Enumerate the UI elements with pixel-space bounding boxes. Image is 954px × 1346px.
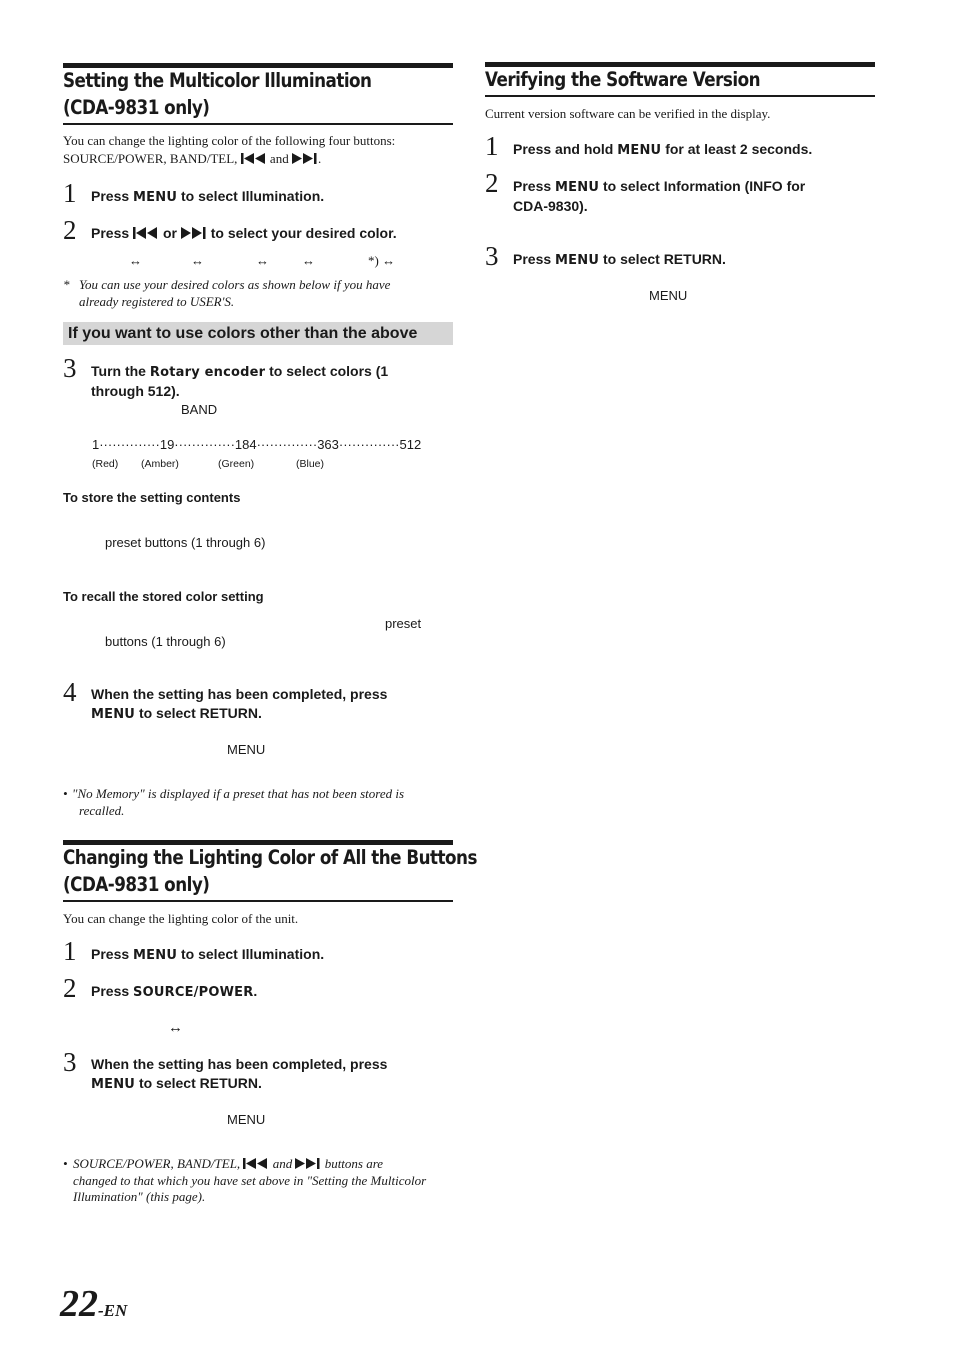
color-scale: 1··············19··············184··············363··············512 — [92, 437, 422, 452]
step-number: 2 — [485, 168, 499, 198]
step-number: 4 — [63, 677, 77, 707]
section-title-multicolor: Setting the Multicolor Illumination — [63, 69, 372, 92]
band-label: BAND — [181, 402, 218, 417]
step-4-text: When the setting has been completed, press MENU to select RETURN. — [91, 686, 388, 722]
rotary-encoder-keyword: Rotary encoder — [149, 365, 266, 380]
intro-text: You can change the lighting color of the following four buttons: SOURCE/POWER, BAND/TEL, and . — [63, 133, 396, 166]
section-rule-bottom — [485, 95, 875, 97]
step-2-text: Press SOURCE/POWER. — [91, 983, 258, 1000]
subheading-text: If you want to use colors other than the above — [68, 325, 418, 342]
step-number: 3 — [485, 241, 499, 271]
intro-text: You can change the lighting color of the unit. — [63, 911, 299, 926]
arrow: ↔ — [168, 1020, 183, 1036]
arrow: ↔ — [256, 253, 269, 268]
recall-heading: To recall the stored color setting — [63, 589, 264, 604]
section-rule-bottom — [63, 123, 453, 125]
buttons-note: SOURCE/POWER, BAND/TEL, and buttons are changed to that which you have set above in "Setting the Multicolor Illumination" (this page). — [73, 1156, 427, 1204]
bullet: • — [63, 1156, 68, 1171]
menu-keyword: MENU — [133, 948, 178, 963]
step-2-text: Press or to select your desired color. — [91, 225, 397, 241]
no-memory-note: "No Memory" is displayed if a preset that has not been stored is recalled. — [72, 786, 405, 818]
menu-label: MENU — [649, 288, 688, 303]
step-number: 3 — [63, 353, 77, 383]
menu-keyword: MENU — [91, 707, 136, 722]
step-1-text: Press MENU to select Illumination. — [91, 188, 325, 205]
bullet: • — [63, 786, 68, 801]
section-title-software: Verifying the Software Version — [485, 68, 760, 91]
scale-label-blue: (Blue) — [296, 458, 325, 470]
section-title-multicolor-sub: (CDA-9831 only) — [63, 96, 210, 119]
step-number: 3 — [63, 1047, 77, 1077]
note-text: You can use your desired colors as shown below if you have already registered to USER'S. — [79, 277, 391, 309]
section-title-lighting-sub: (CDA-9831 only) — [63, 873, 210, 896]
menu-keyword: MENU — [555, 253, 600, 268]
intro-text: Current version software can be verified in the display. — [485, 106, 771, 121]
scale-label-green: (Green) — [218, 458, 255, 470]
skip-back-icon — [133, 227, 159, 239]
step-1-text: Press MENU to select Illumination. — [91, 946, 325, 963]
note-star: * — [63, 277, 70, 292]
page-suffix: -EN — [98, 1301, 128, 1320]
scale-label-red: (Red) — [92, 458, 119, 470]
step-number: 2 — [63, 973, 77, 1003]
step-number: 1 — [63, 178, 77, 208]
page-number: 22-EN — [60, 1283, 128, 1325]
skip-forward-icon — [181, 227, 207, 239]
store-heading: To store the setting contents — [63, 490, 241, 505]
recall-text-a: preset — [385, 616, 422, 631]
step-1-text: Press and hold MENU for at least 2 seconds. — [513, 141, 813, 158]
recall-text-b: buttons (1 through 6) — [105, 634, 226, 649]
step-number: 1 — [63, 936, 77, 966]
menu-keyword: MENU — [617, 143, 662, 158]
arrow: *) ↔ — [368, 253, 396, 268]
step-number: 1 — [485, 131, 499, 161]
menu-keyword: MENU — [91, 1077, 136, 1092]
skip-back-icon — [243, 1158, 269, 1169]
step-number: 2 — [63, 215, 77, 245]
store-text: preset buttons (1 through 6) — [105, 535, 266, 550]
section-title-lighting: Changing the Lighting Color of All the Buttons — [63, 846, 477, 869]
skip-forward-icon — [292, 153, 318, 164]
step-3-text: Press MENU to select RETURN. — [513, 251, 726, 268]
menu-keyword: MENU — [555, 180, 600, 195]
menu-keyword: MENU — [133, 190, 178, 205]
step-2-text: Press MENU to select Information (INFO for CDA-9830). — [513, 178, 806, 214]
arrow: ↔ — [129, 253, 142, 268]
arrow: ↔ — [191, 253, 204, 268]
subheading-bar — [63, 322, 453, 345]
scale-label-amber: (Amber) — [141, 458, 179, 470]
source-power-keyword: SOURCE/POWER — [133, 985, 254, 1000]
skip-forward-icon — [295, 1158, 321, 1169]
menu-label: MENU — [227, 742, 266, 757]
arrow: ↔ — [302, 253, 315, 268]
step-3-text: Turn the Rotary encoder to select colors (1 through 512). — [91, 363, 389, 399]
menu-label: MENU — [227, 1112, 266, 1127]
step-3-text: When the setting has been completed, press MENU to select RETURN. — [91, 1056, 388, 1092]
section-rule-bottom — [63, 900, 453, 902]
skip-back-icon — [241, 153, 267, 164]
